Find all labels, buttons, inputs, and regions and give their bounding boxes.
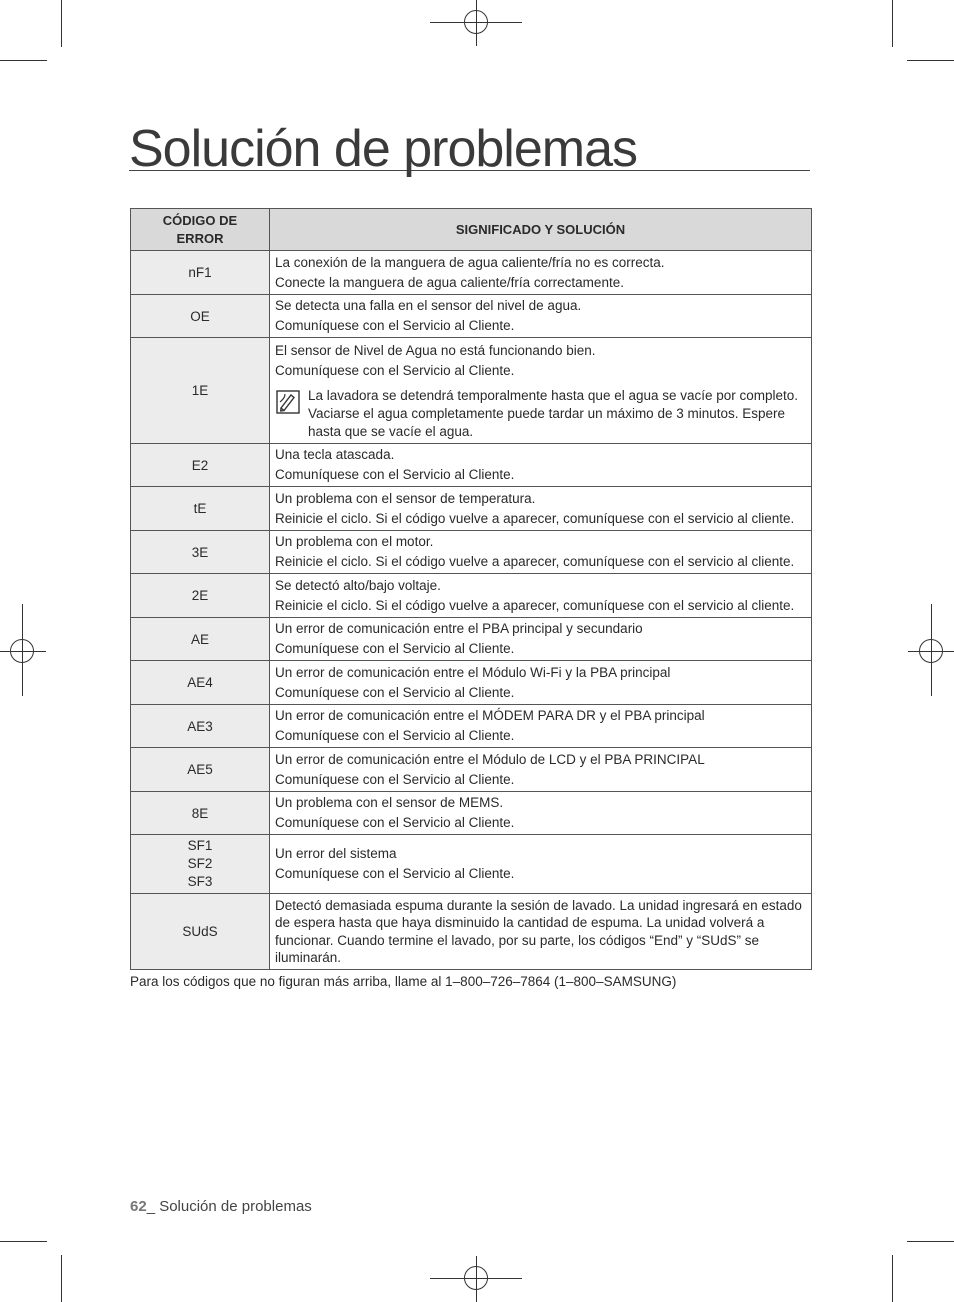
note-box bbox=[275, 387, 803, 441]
description-line: Comuníquese con el Servicio al Cliente. bbox=[275, 467, 515, 482]
error-description bbox=[270, 705, 812, 748]
error-code: 1E bbox=[131, 338, 270, 444]
registration-mark bbox=[10, 639, 34, 663]
code-line: SF3 bbox=[187, 874, 213, 889]
error-code: 8E bbox=[131, 792, 270, 835]
table-row bbox=[131, 618, 812, 661]
crop-mark bbox=[61, 1255, 62, 1302]
page-footer-text: _ Solución de problemas bbox=[146, 1198, 312, 1215]
table-row bbox=[131, 705, 812, 748]
error-code bbox=[131, 835, 270, 894]
crop-mark bbox=[892, 1255, 893, 1302]
description-line: Reinicie el ciclo. Si el código vuelve a aparecer, comuníquese con el servicio al cliente. bbox=[275, 554, 795, 569]
description-line: Un error de comunicación entre el Módulo de LCD y el PBA PRINCIPAL bbox=[275, 751, 705, 767]
error-code: tE bbox=[131, 487, 270, 531]
pencil-note-icon bbox=[276, 390, 300, 414]
error-description bbox=[270, 251, 812, 295]
table-row bbox=[131, 661, 812, 705]
description-line: Comuníquese con el Servicio al Cliente. bbox=[275, 362, 515, 378]
table-row bbox=[131, 835, 812, 894]
error-description bbox=[270, 894, 812, 970]
error-code: AE bbox=[131, 618, 270, 661]
table-row bbox=[131, 444, 812, 487]
footnote: Para los códigos que no figuran más arriba, llame al 1–800–726–7864 (1–800–SAMSUNG) bbox=[130, 974, 677, 989]
registration-mark bbox=[464, 1266, 488, 1290]
page-number: 62 bbox=[130, 1198, 147, 1215]
description-line: Se detectó alto/bajo voltaje. bbox=[275, 577, 441, 593]
description-line: Comuníquese con el Servicio al Cliente. bbox=[275, 728, 515, 743]
error-code: 3E bbox=[131, 531, 270, 574]
crop-mark bbox=[0, 1241, 47, 1242]
description-line: Comuníquese con el Servicio al Cliente. bbox=[275, 318, 515, 333]
header-code: CÓDIGO DE ERROR bbox=[131, 209, 270, 251]
description-line: Reinicie el ciclo. Si el código vuelve a aparecer, comuníquese con el servicio al cliente. bbox=[275, 597, 795, 613]
error-code: AE5 bbox=[131, 748, 270, 792]
description-line: Se detecta una falla en el sensor del nivel de agua. bbox=[275, 298, 582, 313]
crop-mark bbox=[907, 60, 954, 61]
table-row bbox=[131, 531, 812, 574]
crop-mark bbox=[61, 0, 62, 47]
table-row bbox=[131, 338, 812, 444]
crop-mark bbox=[0, 60, 47, 61]
table-row bbox=[131, 748, 812, 792]
description-line: Un error del sistema bbox=[275, 846, 397, 861]
table-row bbox=[131, 894, 812, 970]
description-line: La conexión de la manguera de agua caliente/fría no es correcta. bbox=[275, 254, 665, 270]
error-code: AE3 bbox=[131, 705, 270, 748]
error-description bbox=[270, 531, 812, 574]
description-line: Comuníquese con el Servicio al Cliente. bbox=[275, 866, 515, 881]
table-row bbox=[131, 295, 812, 338]
error-code: SUdS bbox=[131, 894, 270, 970]
table-row bbox=[131, 251, 812, 295]
error-description bbox=[270, 487, 812, 531]
error-code-table bbox=[130, 208, 812, 970]
table-row bbox=[131, 792, 812, 835]
error-description bbox=[270, 295, 812, 338]
note-text: La lavadora se detendrá temporalmente hasta que el agua se vacíe por completo. Vaciarse el agua completamente puede tardar un máximo de 3 minutos. Espere hasta que se vacíe el agua. bbox=[308, 387, 799, 439]
code-line: SF1 bbox=[187, 838, 213, 853]
description-line: Una tecla atascada. bbox=[275, 447, 395, 462]
error-description bbox=[270, 748, 812, 792]
error-code: E2 bbox=[131, 444, 270, 487]
description-line: Comuníquese con el Servicio al Cliente. bbox=[275, 815, 515, 830]
error-description bbox=[270, 574, 812, 618]
description-line: Un error de comunicación entre el Módulo Wi-Fi y la PBA principal bbox=[275, 664, 671, 680]
description-line: Reinicie el ciclo. Si el código vuelve a aparecer, comuníquese con el servicio al cliente. bbox=[275, 510, 795, 526]
page-title: Solución de problemas bbox=[129, 120, 637, 178]
error-code: OE bbox=[131, 295, 270, 338]
page-footer bbox=[130, 1198, 312, 1215]
error-description bbox=[270, 618, 812, 661]
code-line: SF2 bbox=[187, 856, 213, 871]
error-code: 2E bbox=[131, 574, 270, 618]
error-description bbox=[270, 444, 812, 487]
description-paragraph: Detectó demasiada espuma durante la sesión de lavado. La unidad ingresará en estado de espera hasta que haya disminuido la cantidad de espuma. La unidad volverá a funcionar. Cuando termine el lavado, por su parte, los códigos “End” y “SUdS” se iluminarán. bbox=[275, 897, 802, 965]
description-line: Comuníquese con el Servicio al Cliente. bbox=[275, 684, 515, 700]
description-line: Comuníquese con el Servicio al Cliente. bbox=[275, 771, 515, 787]
error-description bbox=[270, 661, 812, 705]
description-line: Conecte la manguera de agua caliente/fría correctamente. bbox=[275, 274, 624, 290]
header-meaning: SIGNIFICADO Y SOLUCIÓN bbox=[270, 209, 812, 251]
error-description bbox=[270, 338, 812, 444]
error-code: AE4 bbox=[131, 661, 270, 705]
description-line: Un problema con el sensor de temperatura. bbox=[275, 490, 536, 506]
registration-mark bbox=[464, 10, 488, 34]
crop-mark bbox=[892, 0, 893, 47]
page-title-rule bbox=[129, 118, 810, 178]
error-description bbox=[270, 792, 812, 835]
description-line: Un error de comunicación entre el PBA principal y secundario bbox=[275, 621, 643, 636]
error-code: nF1 bbox=[131, 251, 270, 295]
description-line: Un error de comunicación entre el MÓDEM PARA DR y el PBA principal bbox=[275, 708, 705, 723]
table-header-row bbox=[131, 209, 812, 251]
description-line: Comuníquese con el Servicio al Cliente. bbox=[275, 641, 515, 656]
table-row bbox=[131, 487, 812, 531]
registration-mark bbox=[919, 639, 943, 663]
description-line: Un problema con el sensor de MEMS. bbox=[275, 795, 504, 810]
error-description bbox=[270, 835, 812, 894]
crop-mark bbox=[907, 1241, 954, 1242]
table-row bbox=[131, 574, 812, 618]
description-line: Un problema con el motor. bbox=[275, 534, 434, 549]
description-line: El sensor de Nivel de Agua no está funcionando bien. bbox=[275, 342, 596, 358]
